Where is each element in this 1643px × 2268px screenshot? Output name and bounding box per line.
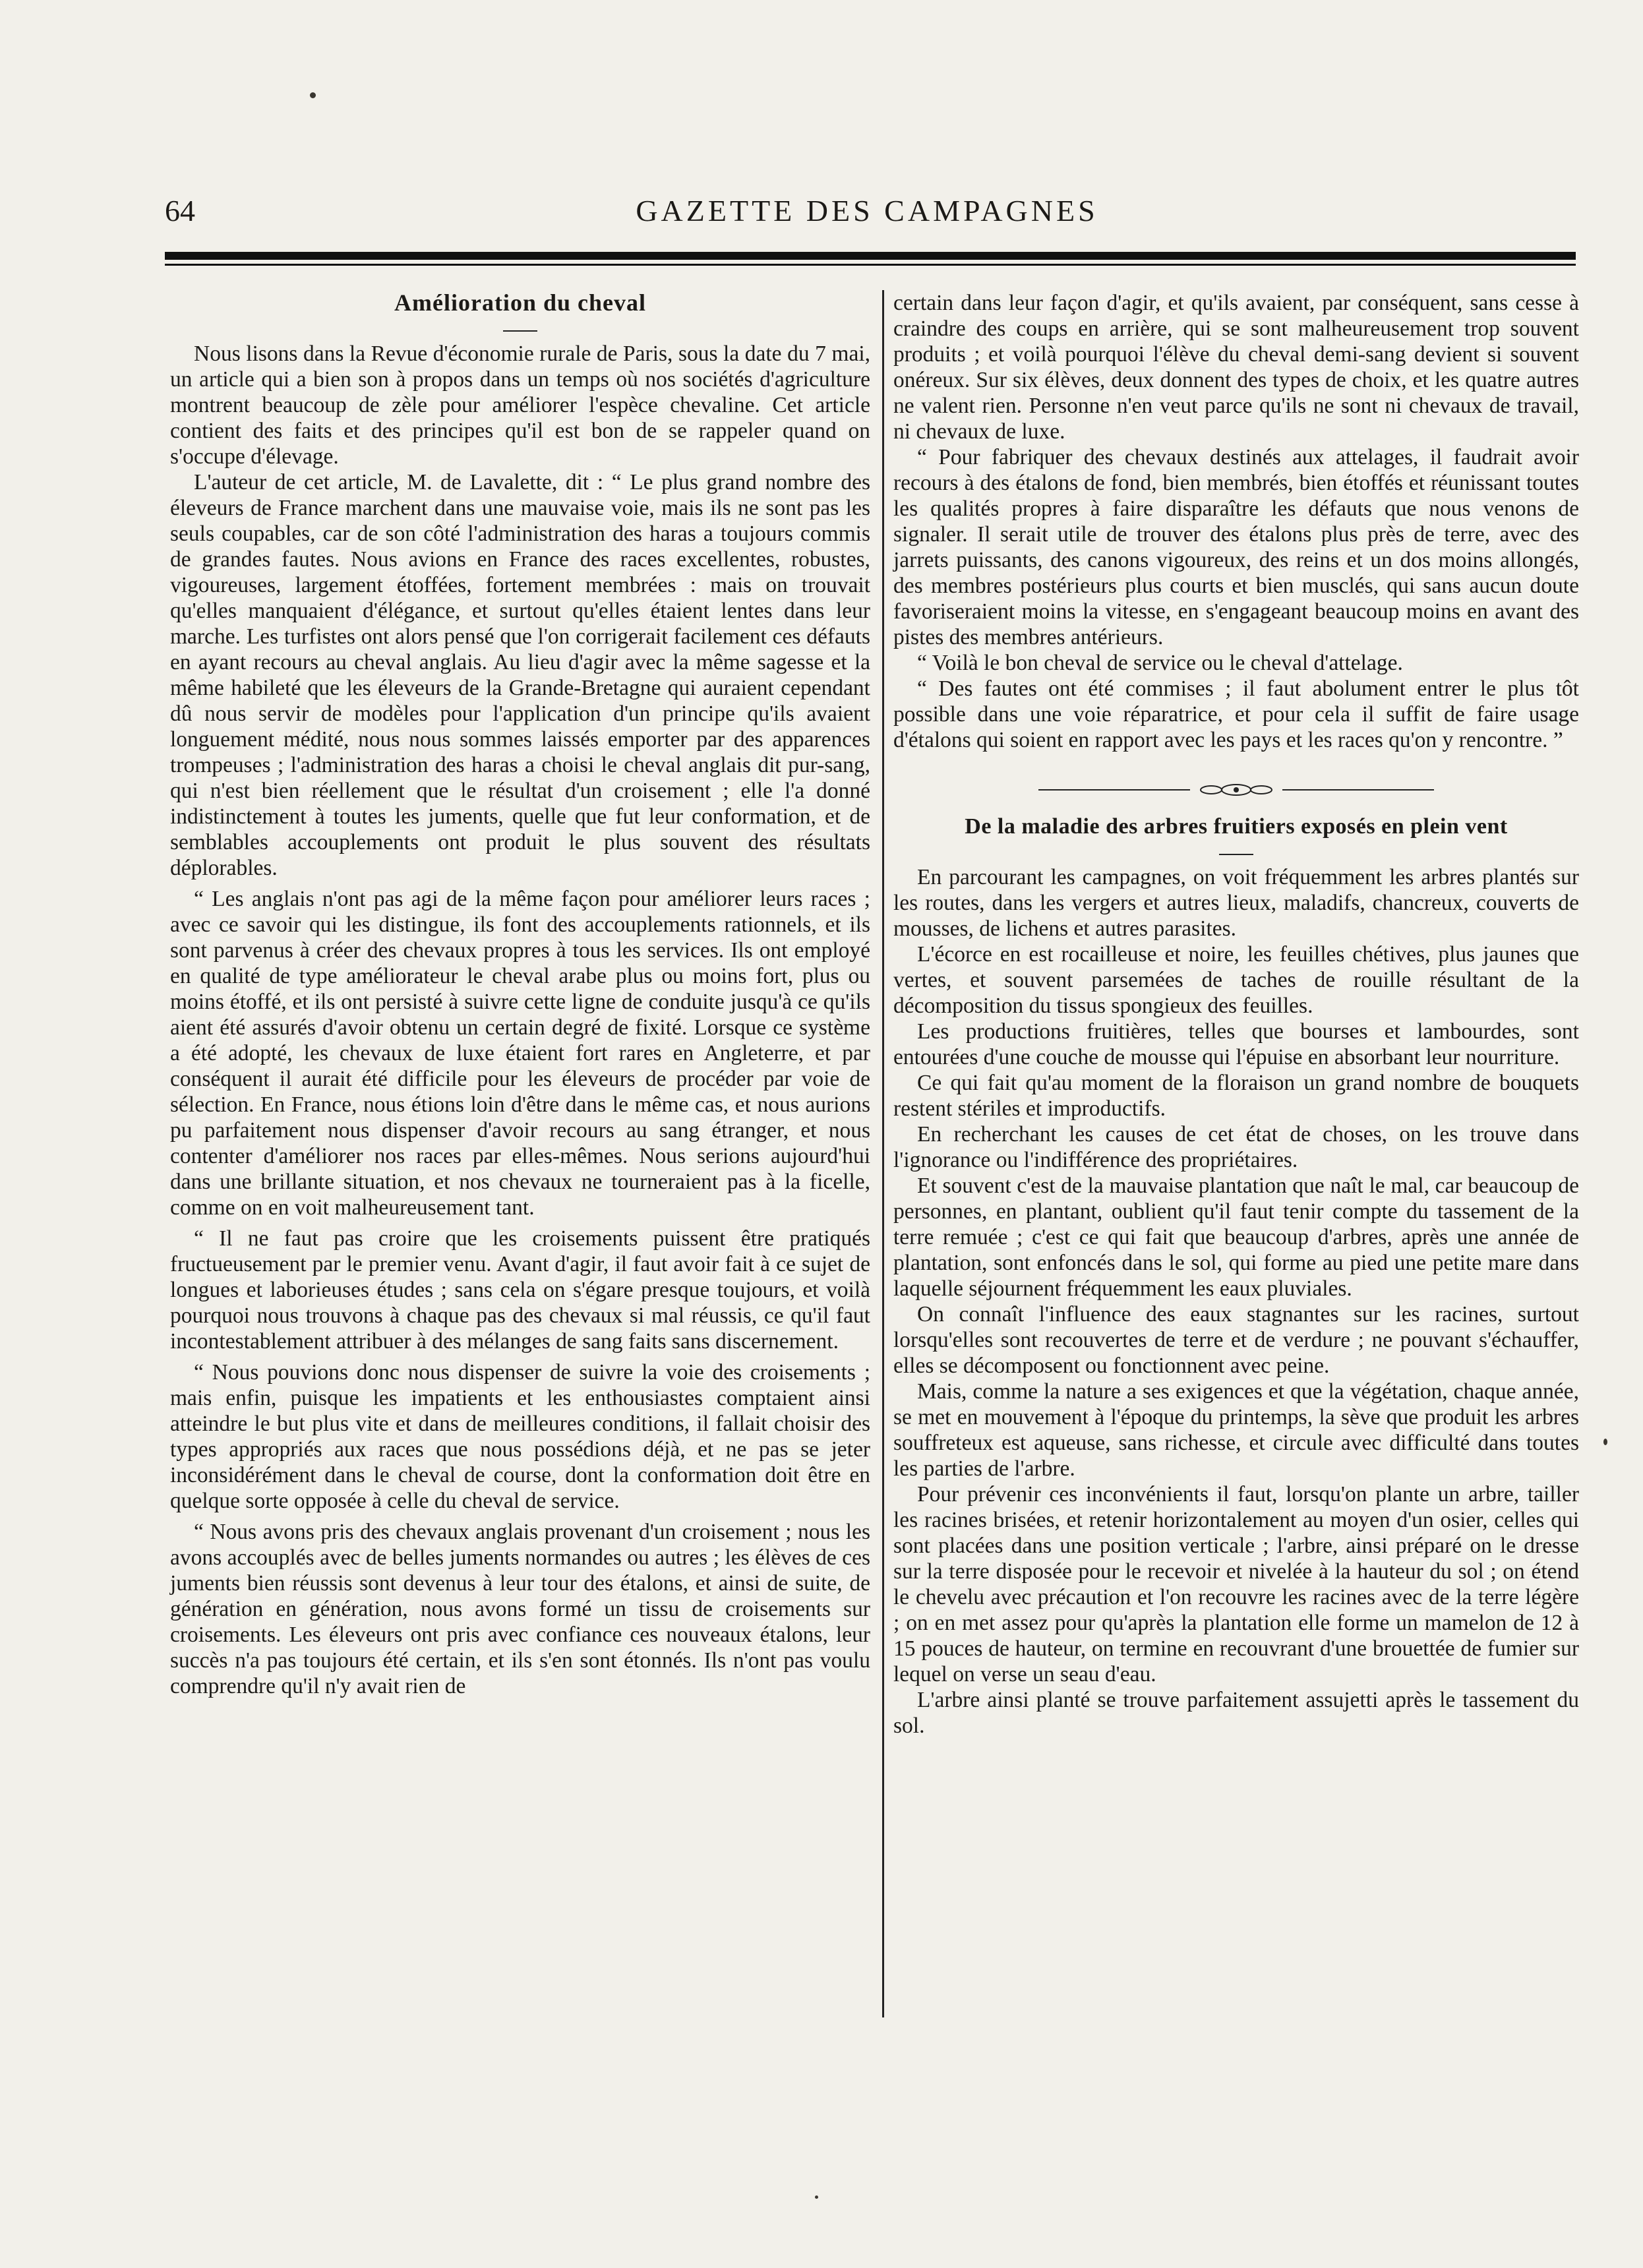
paragraph: “ Il ne faut pas croire que les croisements puissent être pratiqués fructueusement par le premier venu. Avant d'agir, il faut avoir fait à ce sujet de longues et laborieuses études ; sans cela on s'égare presque toujours, et voilà pourquoi nous trouvons à chaque pas des chevaux si mal réussis, ce qu'il faut incontestablement attribuer à des mélanges de sang faits sans discernement. xyxy=(170,1226,870,1354)
ink-speck xyxy=(310,92,316,98)
page-header xyxy=(165,188,1569,234)
running-title: GAZETTE DES CAMPAGNES xyxy=(636,194,1098,227)
paragraph: On connaît l'influence des eaux stagnantes sur les racines, surtout lorsqu'elles sont recouvertes de terre et de verdure ; ne pouvant s'échauffer, elles se décomposent ou fonctionnent avec peine. xyxy=(893,1302,1579,1378)
header-rule-thick xyxy=(165,252,1576,260)
page-number: 64 xyxy=(165,194,195,227)
ink-speck xyxy=(1603,1439,1607,1445)
paragraph: “ Des fautes ont été commises ; il faut abolument entrer le plus tôt possible dans une voie réparatrice, et pour cela il suffit de faire usage d'étalons qui soient en rapport avec les pays et les races qu'on y rencontre. ” xyxy=(893,676,1579,752)
paragraph: Mais, comme la nature a ses exigences et que la végétation, chaque année, se met en mouvement à l'époque du printemps, la sève que produit les arbres souffreteux est aqueuse, sans richesse, et circule avec difficulté dans toutes les parties de l'arbre. xyxy=(893,1379,1579,1481)
paragraph: En parcourant les campagnes, on voit fréquemment les arbres plantés sur les routes, dans les vergers et autres lieux, maladifs, chancreux, couverts de mousses, de lichens et autres parasites. xyxy=(893,865,1579,941)
section-ornament xyxy=(893,778,1579,794)
paragraph: Nous lisons dans la Revue d'économie rurale de Paris, sous la date du 7 mai, un article qui a bien son à propos dans un temps où nos sociétés d'agriculture montrent beaucoup de zèle pour améliorer l'espèce chevaline. Cet article contient des faits et des principes qu'il est bon de se rappeler quand on s'occupe d'élevage. xyxy=(170,342,870,469)
paragraph: “ Les anglais n'ont pas agi de la même façon pour améliorer leurs races ; avec ce savoir qui les distingue, ils font des accouplements rationnels, et ils sont parvenus à créer des chevaux propres à tous les services. Ils ont employé en qualité de type améliorateur le cheval arabe plus ou moins fort, plus ou moins étoffé, et ils ont persisté à suivre cette ligne de conduite jusqu'à ce qu'ils aient été assurés d'avoir obtenu un certain degré de fixité. Lorsque ce système a été adopté, les chevaux de luxe étaient fort rares en Angleterre, et par conséquent il aurait été difficile pour les éleveurs de procéder par voie de sélection. En France, nous étions loin d'être dans le même cas, et nous aurions pu parfaitement nous dispenser d'avoir recours au sang étranger, et nous contenter d'améliorer nos races par elles-mêmes. Nous serions aujourd'hui dans une brillante situation, et nos chevaux ne tourneraient pas à la ficelle, comme on en voit malheureusement tant. xyxy=(170,887,870,1220)
paragraph: Pour prévenir ces inconvénients il faut, lorsqu'on plante un arbre, tailler les racines brisées, et retenir horizontalement au moyen d'un osier, celles qui sont placées dans une position verticale ; l'arbre, ainsi préparé on le dresse sur la terre disposée pour le recevoir et nivelée à la hauteur du sol ; on étend le chevelu avec précaution et l'on recouvre les racines avec de la terre légère ; on en met assez pour qu'après la plantation elle forme un mamelon de 12 à 15 pouces de hauteur, on termine en recouvrant d'une brouettée de fumier sur lequel on verse un seau d'eau. xyxy=(893,1482,1579,1686)
paragraph: “ Nous pouvions donc nous dispenser de suivre la voie des croisements ; mais enfin, puisque les impatients et les enthousiastes comptaient ainsi atteindre le but plus vite et dans de meilleures conditions, il fallait choisir des types appropriés aux races que nous possédions déjà, et ne pas se jeter inconsidérément dans le cheval de course, dont la conformation doit être en quelque sorte opposée à celle du cheval de service. xyxy=(170,1360,870,1513)
paragraph: L'arbre ainsi planté se trouve parfaitement assujetti après le tassement du sol. xyxy=(893,1688,1579,1738)
paragraph: Ce qui fait qu'au moment de la floraison un grand nombre de bouquets restent stériles et improductifs. xyxy=(893,1071,1579,1121)
article-title-cheval: Amélioration du cheval xyxy=(394,289,646,316)
right-column xyxy=(893,290,1579,1739)
article-title-arbres: De la maladie des arbres fruitiers exposés en plein vent xyxy=(965,814,1508,839)
title-dash xyxy=(893,842,1579,855)
paragraph: Et souvent c'est de la mauvaise plantation que naît le mal, car beaucoup de personnes, en plantant, oublient qu'il faut tenir compte du tassement de la terre remuée ; c'est ce qui fait que beaucoup d'arbres, après une année de plantation, sont enfoncés dans le sol, qui forme au pied une petite mare dans laquelle séjournent fréquemment les eaux pluviales. xyxy=(893,1174,1579,1301)
paragraph-continuation: certain dans leur façon d'agir, et qu'ils avaient, par conséquent, sans cesse à craindre des coups en arrière, qui se sont malheureusement trop souvent produits ; et voilà pourquoi l'élève du cheval demi-sang devient si souvent onéreux. Sur six élèves, deux donnent des types de choix, et les quatre autres ne valent rien. Personne n'en veut parce qu'ils ne sont ni chevaux de travail, ni chevaux de luxe. xyxy=(893,291,1579,444)
paragraph: L'auteur de cet article, M. de Lavalette, dit : “ Le plus grand nombre des éleveurs de France marchent dans une mauvaise voie, mais ils ne sont pas les seuls coupables, car de son côté l'administration des haras a toujours commis de grandes fautes. Nous avions en France des races excellentes, robustes, vigoureuses, largement étoffées, fortement membrées : mais on trouvait qu'elles manquaient d'élégance, et surtout qu'elles étaient lentes dans leur marche. Les turfistes ont alors pensé que l'on corrigerait facilement ces défauts en ayant recours au cheval anglais. Au lieu d'agir avec la même sagesse et la même habileté que les éleveurs de la Grande-Bretagne qui auraient cependant dû nous servir de modèles pour l'application d'un principe qu'ils avaient longuement médité, nous nous sommes laissés emporter par des apparences trompeuses ; l'administration des haras a choisi le cheval anglais dit pur-sang, qui n'est bien réellement que le résultat d'un croisement ; elle l'a donné indistinctement à toutes les juments, quelle que fut leur conformation, et de semblables accouplements ont produit le plus souvent des résultats déplorables. xyxy=(170,470,870,880)
title-dash xyxy=(170,318,870,332)
column-divider xyxy=(882,290,884,2017)
paragraph: “ Voilà le bon cheval de service ou le cheval d'attelage. xyxy=(917,651,1403,675)
ink-speck xyxy=(815,2195,818,2199)
header-rule-thin xyxy=(165,264,1576,266)
paragraph: Les productions fruitières, telles que bourses et lambourdes, sont entourées d'une couche de mousse qui l'épuise en absorbant leur nourriture. xyxy=(893,1019,1579,1069)
paragraph: L'écorce en est rocailleuse et noire, les feuilles chétives, plus jaunes que vertes, et souvent parsemées de taches de rouille résultant de la décomposition du tissus spongieux des feuilles. xyxy=(893,942,1579,1018)
paragraph: En recherchant les causes de cet état de choses, on les trouve dans l'ignorance ou l'indifférence des propriétaires. xyxy=(893,1122,1579,1172)
left-column xyxy=(170,290,870,1699)
paragraph: “ Pour fabriquer des chevaux destinés aux attelages, il faudrait avoir recours à des étalons de fond, bien membrés, bien étoffés et réunissant toutes les qualités propres à faire disparaître les défauts que nous venons de signaler. Il serait utile de trouver des étalons plus près de terre, avec des jarrets puissants, des canons vigoureux, des reins et un dos moins allongés, des membres postérieurs plus courts et bien musclés, qui sans aucun doute favoriseraient moins la vitesse, en s'engageant beaucoup moins en avant des pistes des membres antérieurs. xyxy=(893,445,1579,649)
paragraph: “ Nous avons pris des chevaux anglais provenant d'un croisement ; nous les avons accouplés avec de belles juments normandes ou autres ; les élèves de ces juments bien réussis sont devenus à leur tour des étalons, et ainsi de suite, de génération en génération, nous avons formé un tissu de croisements sur croisements. Les éleveurs ont pris avec confiance ces nouveaux étalons, leur succès n'a pas toujours été certain, et ils s'en sont étonnés. Ils n'ont pas voulu comprendre qu'il n'y avait rien de xyxy=(170,1520,870,1698)
